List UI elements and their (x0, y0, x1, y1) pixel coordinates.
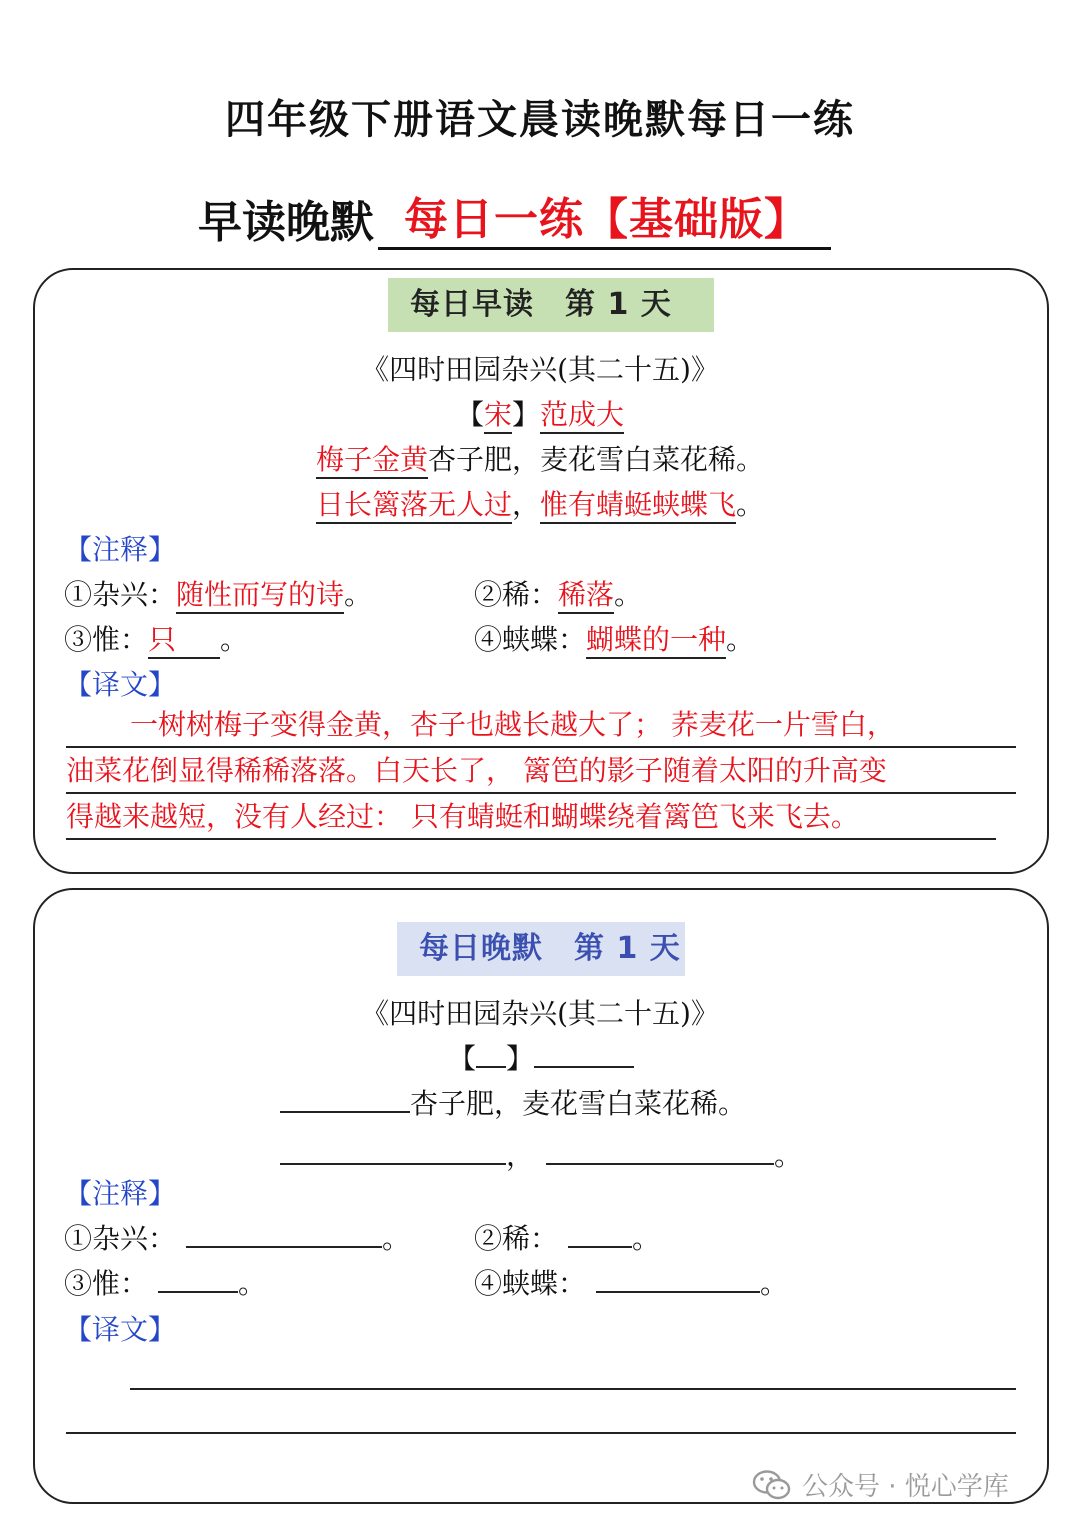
evening-notes-heading: 【注释】 (64, 1177, 177, 1210)
evening-note-1-end: 。 (382, 1222, 411, 1255)
note-3-answer: 只 (148, 623, 220, 659)
note-4-answer: 蝴蝶的一种 (586, 623, 726, 659)
evening-dictation-card (33, 888, 1049, 1504)
dynasty-blank[interactable] (476, 1044, 506, 1068)
translation-line-3: 得越来越短，没有人经过： 只有蜻蜓和蝴蝶绕着篱笆飞来飞去。 (66, 796, 996, 840)
evening-poem-line-1-text: 杏子肥，麦花雪白菜花稀。 (410, 1087, 747, 1120)
poem-line-1 (0, 438, 1080, 478)
page-title: 四年级下册语文晨读晚默每日一练 (225, 97, 855, 143)
evening-badge: 每日晚默 第 1 天 (397, 922, 685, 976)
evening-note-1 (64, 1217, 410, 1257)
note-2-label: ②稀： (474, 578, 559, 611)
note-3-end: 。 (220, 623, 249, 656)
note-3-blank[interactable] (158, 1269, 238, 1293)
note-2 (474, 573, 642, 613)
bracket-close: 】 (512, 398, 541, 431)
translation-blank-line-2[interactable] (66, 1432, 1016, 1434)
evening-poem-title: 《四时田园杂兴(其二十五)》 (361, 997, 719, 1030)
evening-note-2-label: ②稀： (474, 1222, 559, 1255)
evening-poem-line-1 (280, 1082, 746, 1122)
evening-bracket-close: 】 (506, 1042, 535, 1075)
sub-title (198, 188, 831, 250)
sub-title-black: 早读晚默 (198, 197, 374, 248)
poem-line-2-sep: ， (511, 488, 540, 521)
evening-line-2-end: 。 (774, 1139, 803, 1172)
translation-line-1: 一树树梅子变得金黄，杏子也越长越大了； 荞麦花一片雪白， (66, 704, 1016, 748)
author-blank[interactable] (534, 1044, 634, 1068)
note-1-blank[interactable] (186, 1224, 382, 1248)
poem-line-2-answer-a: 日长篱落无人过 (316, 488, 512, 524)
note-1-answer: 随性而写的诗 (176, 578, 344, 614)
poem-line-2-end: 。 (736, 488, 765, 521)
evening-poem-line-2 (280, 1134, 802, 1174)
note-1 (64, 573, 372, 613)
bracket-open: 【 (455, 398, 484, 431)
note-2-answer: 稀落 (558, 578, 614, 614)
evening-note-3-end: 。 (238, 1267, 267, 1300)
evening-line-2-sep: ， (506, 1139, 535, 1172)
watermark (752, 1466, 1009, 1503)
evening-note-3 (64, 1262, 266, 1302)
evening-bracket-open: 【 (448, 1042, 477, 1075)
note-3 (64, 618, 248, 658)
evening-translation-heading: 【译文】 (64, 1313, 177, 1346)
evening-note-4-end: 。 (760, 1267, 789, 1300)
note-4-blank[interactable] (596, 1269, 760, 1293)
note-3-label: ③惟： (64, 623, 149, 656)
poem-title: 《四时田园杂兴(其二十五)》 (361, 353, 719, 386)
evening-note-4-label: ④蛱蝶： (474, 1267, 587, 1300)
note-1-label: ①杂兴： (64, 578, 177, 611)
poem-line-1-text: 杏子肥，麦花雪白菜花稀。 (428, 443, 765, 476)
poem-line-2-blank-a[interactable] (280, 1141, 506, 1165)
evening-author-line (448, 1037, 634, 1077)
notes-heading: 【注释】 (64, 533, 177, 566)
wechat-icon (752, 1469, 792, 1501)
note-1-end: 。 (344, 578, 373, 611)
poem-line-2-answer-b: 惟有蜻蜓蛱蝶飞 (540, 488, 736, 524)
morning-badge: 每日早读 第 1 天 (388, 278, 714, 332)
note-4-end: 。 (726, 623, 755, 656)
evening-note-2-end: 。 (632, 1222, 661, 1255)
note-2-blank[interactable] (568, 1224, 632, 1248)
poem-author-line (0, 393, 1080, 433)
author: 范成大 (540, 398, 624, 434)
evening-note-4 (474, 1262, 788, 1302)
poem-line-1-blank[interactable] (280, 1089, 410, 1113)
translation-line-2: 油菜花倒显得稀稀落落。白天长了， 篱笆的影子随着太阳的升高变 (66, 750, 1016, 794)
note-4 (474, 618, 754, 658)
poem-line-2 (0, 483, 1080, 523)
poem-line-1-answer: 梅子金黄 (316, 443, 428, 479)
translation-heading: 【译文】 (64, 668, 177, 701)
evening-note-1-label: ①杂兴： (64, 1222, 177, 1255)
dynasty: 宋 (484, 398, 512, 434)
sub-title-red: 每日一练【基础版】 (378, 183, 831, 250)
evening-note-2 (474, 1217, 660, 1257)
evening-note-3-label: ③惟： (64, 1267, 149, 1300)
note-4-label: ④蛱蝶： (474, 623, 587, 656)
watermark-text: 公众号 · 悦心学库 (802, 1472, 1009, 1502)
translation-blank-line-1[interactable] (130, 1388, 1016, 1390)
poem-line-2-blank-b[interactable] (546, 1141, 774, 1165)
note-2-end: 。 (614, 578, 643, 611)
